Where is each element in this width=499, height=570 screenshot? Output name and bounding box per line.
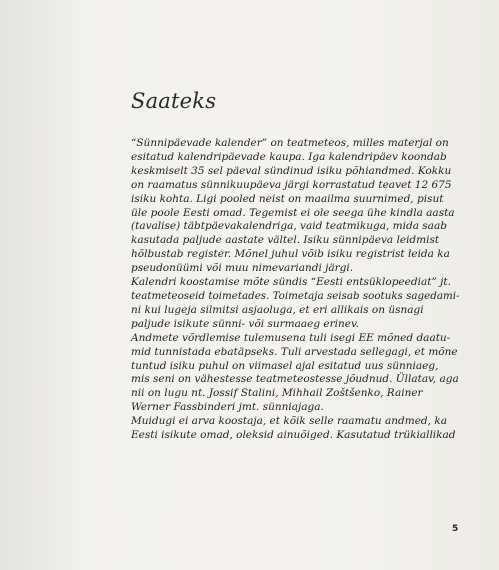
text-line: ni kui lugeja silmitsi asjaoluga, et eri allikais on üsnagi — [131, 303, 424, 316]
text-line: nii on lugu nt. Jossif Stalini, Mihhail Zoštšenko, Rainer — [131, 387, 423, 400]
text-line: “Sünnipäevade kalender” on teatmeteos, milles materjal on — [131, 137, 449, 149]
text-line: mis seni on vähestesse teatmeteostesse jõudnud. Üllatav, aga — [131, 373, 459, 386]
text-line: pseudonüümi või muu nimevariandi järgi. — [131, 262, 354, 275]
text-line: hõlbustab register. Mõnel juhul võib isiku registrist leida ka — [131, 248, 450, 261]
text-line: Eesti isikute omad, oleksid ainuõiged. Kasutatud trükiallikad — [131, 429, 456, 442]
text-line: paljude isikute sünni- või surmaaeg erinev. — [131, 317, 360, 330]
text-line: keskmiselt 35 sel päeval sündinud isiku põhiandmed. Kokku — [131, 164, 452, 177]
text-line: Andmete võrdlemise tulemusena tuli isegi EE mõned daatu- — [131, 331, 451, 344]
text-line: üle poole Eesti omad. Tegemist ei ole seega ühe kindla aasta — [131, 206, 455, 219]
text-line: mid tunnistada ebatäpseks. Tuli arvestada sellegagi, et mõne — [131, 345, 458, 358]
text-line: isiku kohta. Ligi pooled neist on maailma suurnimed, pisut — [131, 192, 444, 205]
page-number: 5 — [452, 524, 459, 534]
show-through-text — [250, 0, 499, 110]
page-title: Saateks — [131, 89, 217, 113]
text-line: Muidugi ei arva koostaja, et kõik selle raamatu andmed, ka — [131, 415, 447, 428]
text-line: teatmeteoseid toimetades. Toimetaja seisab sootuks sagedami- — [131, 289, 460, 302]
text-line: esitatud kalendripäevade kaupa. Iga kalendripäev koondab — [131, 150, 447, 163]
text-line: Kalendri koostamise mõte sündis “Eesti entsüklopeediat” jt. — [131, 276, 451, 289]
text-line: on raamatus sünnikuupäeva järgi korrastatud teavet 12 675 — [131, 178, 452, 191]
text-line: tuntud isiku puhul on viimasel ajal esitatud uus sünniaeg, — [131, 359, 439, 372]
body-text — [131, 137, 461, 443]
text-line: kasutada paljude aastate vältel. Isiku sünnipäeva leidmist — [131, 234, 440, 247]
text-line: (tavalise) täbtpäevakalendriga, vaid teatmikuga, mida saab — [131, 220, 447, 233]
text-line: Werner Fassbinderi jmt. sünniajaga. — [131, 401, 324, 414]
